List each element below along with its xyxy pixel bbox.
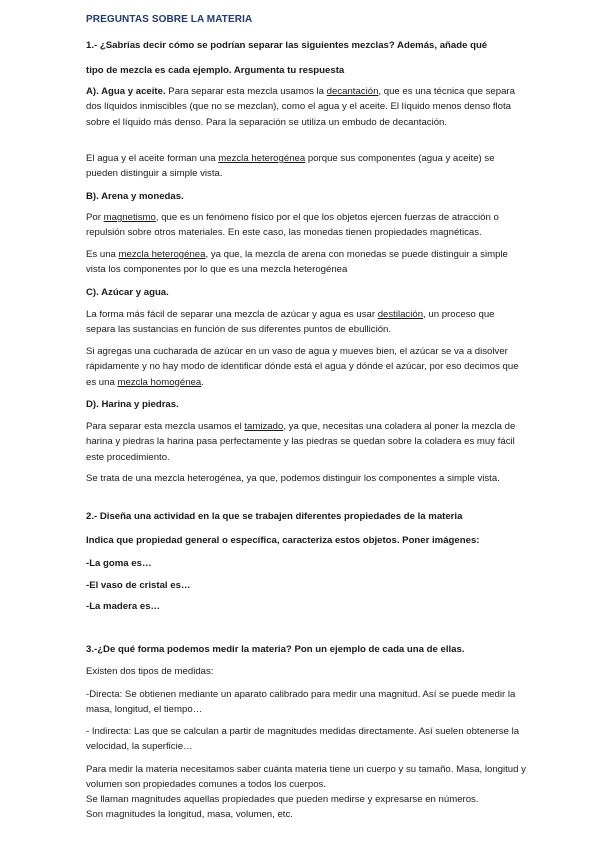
text-run: El agua y el aceite forman una xyxy=(86,153,219,164)
term-tamizado: tamizado xyxy=(244,421,284,432)
q3-paragraph-directa: -Directa: Se obtienen mediante un aparato calibrado para medir una magnitud. Así se puede medir la masa, longitud, el tiempo… xyxy=(86,689,516,716)
text-run: . xyxy=(201,376,204,388)
q1-b-paragraph xyxy=(86,210,526,241)
term-mezcla-homogenea: mezcla homogénea xyxy=(117,376,202,388)
q1-a-heading: A). Agua y aceite. xyxy=(86,86,166,97)
q1-b-heading: B). Arena y monedas. xyxy=(86,191,184,202)
q1-d-paragraph xyxy=(86,419,526,465)
q3-paragraph-1: Existen dos tipos de medidas: xyxy=(86,666,214,677)
text-run: Para separar esta mezcla usamos el xyxy=(86,421,245,432)
text-run: La forma más fácil de separar una mezcla de azúcar y agua es usar xyxy=(86,309,378,320)
term-mezcla-heterogenea: mezcla heterogénea xyxy=(118,249,206,260)
text-run: porque sus componentes (agua y aceite) se pueden distinguir a simple vista. xyxy=(86,153,495,180)
q1-d-heading: D). Harina y piedras. xyxy=(86,399,179,410)
text-run: , ya que, necesitas una coladera al poner la mezcla de harina y piedras la harina pasa perfectamente y las piedras se quedan sobre la coladera es muy fácil este procedimiento. xyxy=(86,421,516,463)
term-decantacion: decantación xyxy=(326,86,379,97)
text-run: , un proceso que separa las sustancias en función de sus diferentes puntos de ebullición. xyxy=(86,309,495,336)
q2-heading-line1: 2.- Diseña una actividad en la que se trabajen diferentes propiedades de la materia xyxy=(86,511,463,522)
q1-c-paragraph xyxy=(86,307,526,338)
text-run: , que es un fenómeno físico por el que los objetos ejercen fuerzas de atracción o repulsión sobre otros materiales. En este caso, las monedas tienen propiedades magnéticas. xyxy=(86,212,499,239)
text-run: Por xyxy=(86,212,104,223)
q1-a-paragraph xyxy=(86,84,526,130)
q3-heading: 3.-¿De qué forma podemos medir la materia? Pon un ejemplo de cada una de ellas. xyxy=(86,644,465,655)
term-magnetismo: magnetismo xyxy=(103,212,156,223)
q1-heading-line2: tipo de mezcla es cada ejemplo. Argumenta tu respuesta xyxy=(86,65,345,76)
term-mezcla-heterogenea: mezcla heterogénea xyxy=(218,153,306,164)
q1-d-paragraph-2: Se trata de una mezcla heterogénea, ya que, podemos distinguir los componentes a simple vista. xyxy=(86,473,500,484)
q2-item-goma: -La goma es… xyxy=(86,558,152,569)
q3-paragraph-5: Se llaman magnitudes aquellas propiedades que pueden medirse y expresarse en números. xyxy=(86,794,479,805)
q2-item-madera: -La madera es… xyxy=(86,601,161,612)
q1-b-paragraph-2 xyxy=(86,247,526,278)
q1-heading-line1: 1.- ¿Sabrías decir cómo se podrían separar las siguientes mezclas? Además, añade qué xyxy=(86,40,488,51)
q3-paragraph-4: Para medir la materia necesitamos saber cuánta materia tiene un cuerpo y su tamaño. Masa, longitud y volumen son propiedades comunes a todos los cuerpos. xyxy=(86,764,526,791)
q1-a-paragraph-2 xyxy=(86,151,526,182)
q1-c-heading: C). Azúcar y agua. xyxy=(86,287,169,298)
text-run: , ya que, la mezcla de arena con monedas se puede distinguir a simple vista los componentes por lo que es una mezcla heterogénea xyxy=(86,249,508,276)
text-run: Es una xyxy=(86,249,119,260)
text-run: Para separar esta mezcla usamos la xyxy=(165,86,327,97)
q2-heading-line2: Indica que propiedad general o específica, caracteriza estos objetos. Poner imágenes: xyxy=(86,535,480,546)
text-run: , que es una técnica que separa dos líquidos inmiscibles (que no se mezclan), como el agua y el aceite. El líquido menos denso flota sobre el líquido más denso. Para la separación se utiliza un embudo de decantación. xyxy=(86,86,515,128)
term-destilacion: destilación xyxy=(377,309,424,320)
page-title: PREGUNTAS SOBRE LA MATERIA xyxy=(86,14,253,25)
q1-c-paragraph-2 xyxy=(86,344,526,390)
text-run: Si agregas una cucharada de azúcar en un vaso de agua y mueves bien, el azúcar se va a disolver rápidamente y no hay modo de identificar dónde está el agua y dónde el azúcar, por eso decimos que es una xyxy=(86,346,519,388)
q3-paragraph-6: Son magnitudes la longitud, masa, volumen, etc. xyxy=(86,809,293,820)
q3-paragraph-indirecta: - Indirecta: Las que se calculan a partir de magnitudes medidas directamente. Así suelen obtenerse la velocidad, la superficie… xyxy=(86,726,520,753)
q2-item-vaso: -El vaso de cristal es… xyxy=(86,580,191,591)
